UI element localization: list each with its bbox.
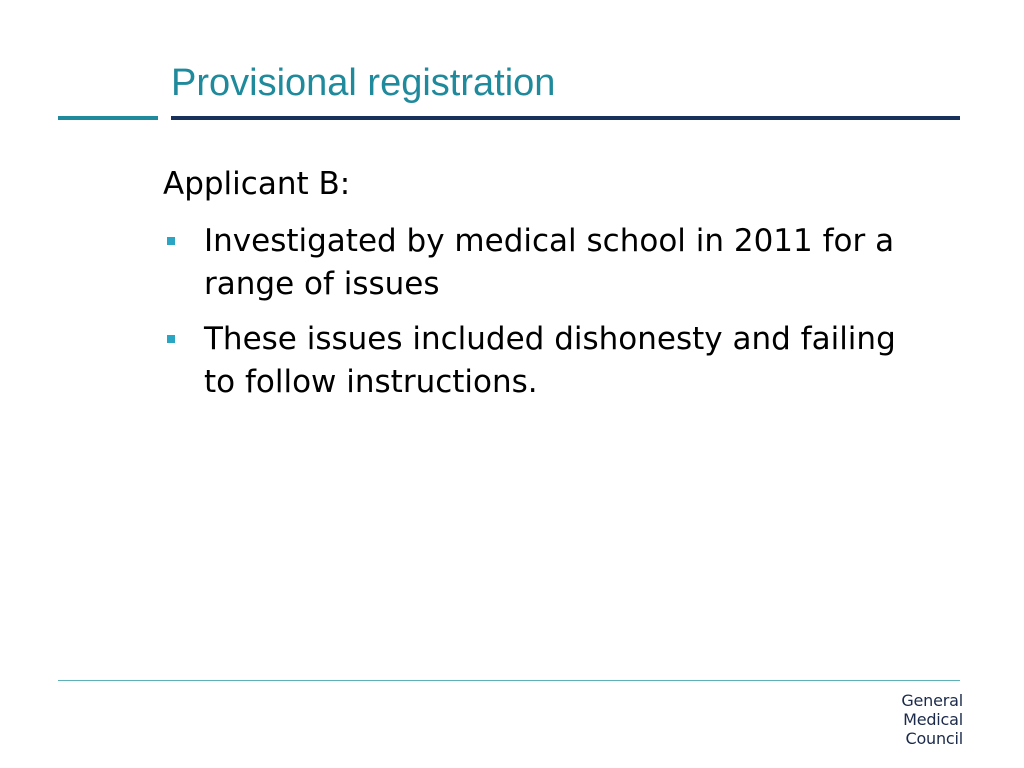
intro-text: Applicant B: bbox=[163, 166, 351, 202]
slide-content bbox=[163, 162, 923, 404]
bullet-list bbox=[163, 220, 923, 404]
logo-line: General bbox=[901, 691, 963, 710]
bullet-item bbox=[163, 220, 923, 306]
slide-title: Provisional registration bbox=[171, 62, 556, 104]
bullet-item bbox=[163, 318, 923, 404]
footer-rule bbox=[58, 680, 960, 681]
logo-line: Council bbox=[905, 729, 963, 748]
bullet-text: These issues included dishonesty and failing to follow instructions. bbox=[204, 321, 896, 400]
square-bullet-icon bbox=[167, 237, 175, 245]
title-rule bbox=[171, 116, 960, 120]
square-bullet-icon bbox=[167, 335, 175, 343]
title-rule-accent bbox=[58, 116, 158, 120]
logo-line: Medical bbox=[903, 710, 963, 729]
bullet-text: Investigated by medical school in 2011 for a range of issues bbox=[204, 223, 895, 302]
gmc-logo bbox=[901, 691, 963, 748]
